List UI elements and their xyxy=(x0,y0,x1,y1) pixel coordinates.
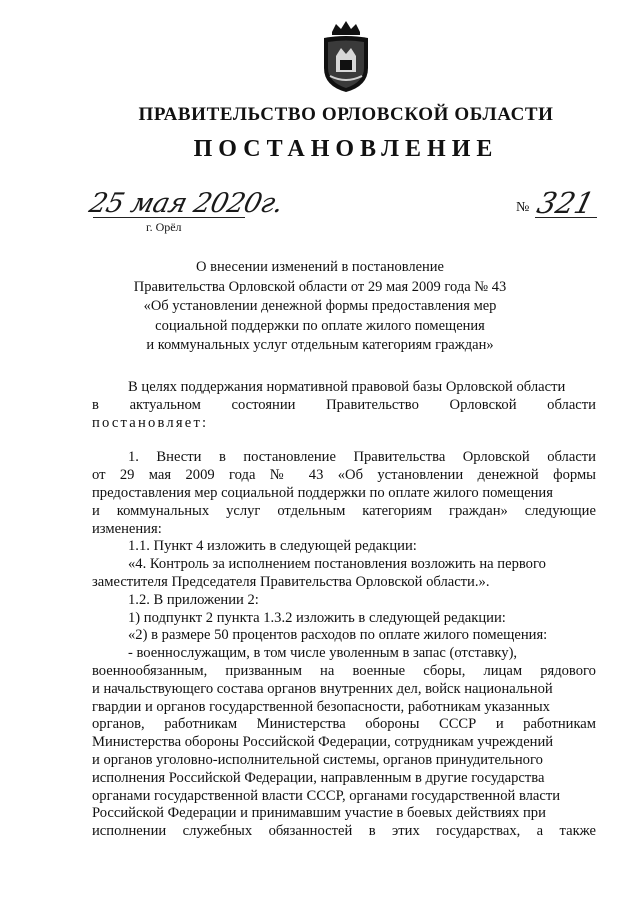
title-line: и коммунальных услуг отдельным категориям граждан» xyxy=(146,337,494,353)
number-underline xyxy=(535,217,597,218)
paragraph-line: изменения: xyxy=(92,520,162,537)
organization-name: ПРАВИТЕЛЬСТВО ОРЛОВСКОЙ ОБЛАСТИ xyxy=(138,104,554,125)
handwritten-date: 25 мая 2020г. xyxy=(86,188,287,219)
paragraph-line: «4. Контроль за исполнением постановления возложить на первого xyxy=(128,556,546,573)
coat-of-arms-emblem xyxy=(318,18,374,94)
paragraph-line: 1.1. Пункт 4 изложить в следующей редакции: xyxy=(128,538,417,555)
paragraph-line: исполнении служебных обязанностей в этих государствах, а также xyxy=(92,823,597,840)
paragraph-line: 1. Внести в постановление Правительства Орловской области xyxy=(128,449,596,466)
paragraph-line: - военнослужащим, в том числе уволенным в запас (отставку), xyxy=(128,645,518,662)
number-sign: № xyxy=(516,200,530,215)
title-line: О внесении изменений в постановление xyxy=(196,259,444,275)
date-underline xyxy=(93,217,245,218)
title-line: Правительства Орловской области от 29 мая 2009 года № 43 xyxy=(133,278,507,295)
paragraph-line: «2) в размере 50 процентов расходов по оплате жилого помещения: xyxy=(128,627,548,644)
document-type-heading: ПОСТАНОВЛЕНИЕ xyxy=(193,136,499,162)
paragraph-line: исполнения Российской Федерации, направленным в другие государства xyxy=(92,769,545,786)
preamble-line: в актуальном состоянии Правительство Орловской области xyxy=(92,396,596,413)
title-line: «Об установлении денежной формы предоставления мер xyxy=(143,298,497,314)
paragraph-line: и коммунальных услуг отдельным категориям граждан» следующие xyxy=(92,502,596,519)
paragraph-line: заместителя Председателя Правительства Орловской области.». xyxy=(92,573,490,590)
paragraph-line: гвардии и органов государственной безопасности, работникам указанных xyxy=(92,698,550,715)
preamble-line: В целях поддержания нормативной правовой базы Орловской области xyxy=(128,379,566,395)
paragraph-line: от 29 мая 2009 года № 43 «Об установлении денежной формы xyxy=(92,467,596,484)
paragraph-line: органов, работникам Министерства обороны СССР и работникам xyxy=(92,716,597,733)
paragraph-line: 1.2. В приложении 2: xyxy=(128,591,259,608)
paragraph-line: предоставления мер социальной поддержки по оплате жилого помещения xyxy=(92,484,553,501)
city-label: г. Орёл xyxy=(146,220,182,234)
paragraph-line: и органов уголовно-исполнительной системы, органов принудительного xyxy=(92,751,543,768)
paragraph-line: 1) подпункт 2 пункта 1.3.2 изложить в следующей редакции: xyxy=(128,609,506,626)
handwritten-number: 321 xyxy=(533,186,598,220)
paragraph-line: военнообязанным, призванным на военные сборы, лицам рядового xyxy=(92,662,596,679)
paragraph-line: Российской Федерации и принимавшим участие в боевых действиях при xyxy=(92,805,546,822)
paragraph-line: Министерства обороны Российской Федерации, сотрудникам учреждений xyxy=(92,734,554,751)
paragraph-line: и начальствующего состава органов внутренних дел, войск национальной xyxy=(92,680,553,697)
document-body xyxy=(92,379,596,841)
preamble-resolves: постановляет: xyxy=(92,414,209,431)
paragraph-line: органами государственной власти СССР, органами государственной власти xyxy=(92,787,561,804)
document-title xyxy=(100,258,540,356)
title-line: социальной поддержки по оплате жилого помещения xyxy=(155,317,485,334)
